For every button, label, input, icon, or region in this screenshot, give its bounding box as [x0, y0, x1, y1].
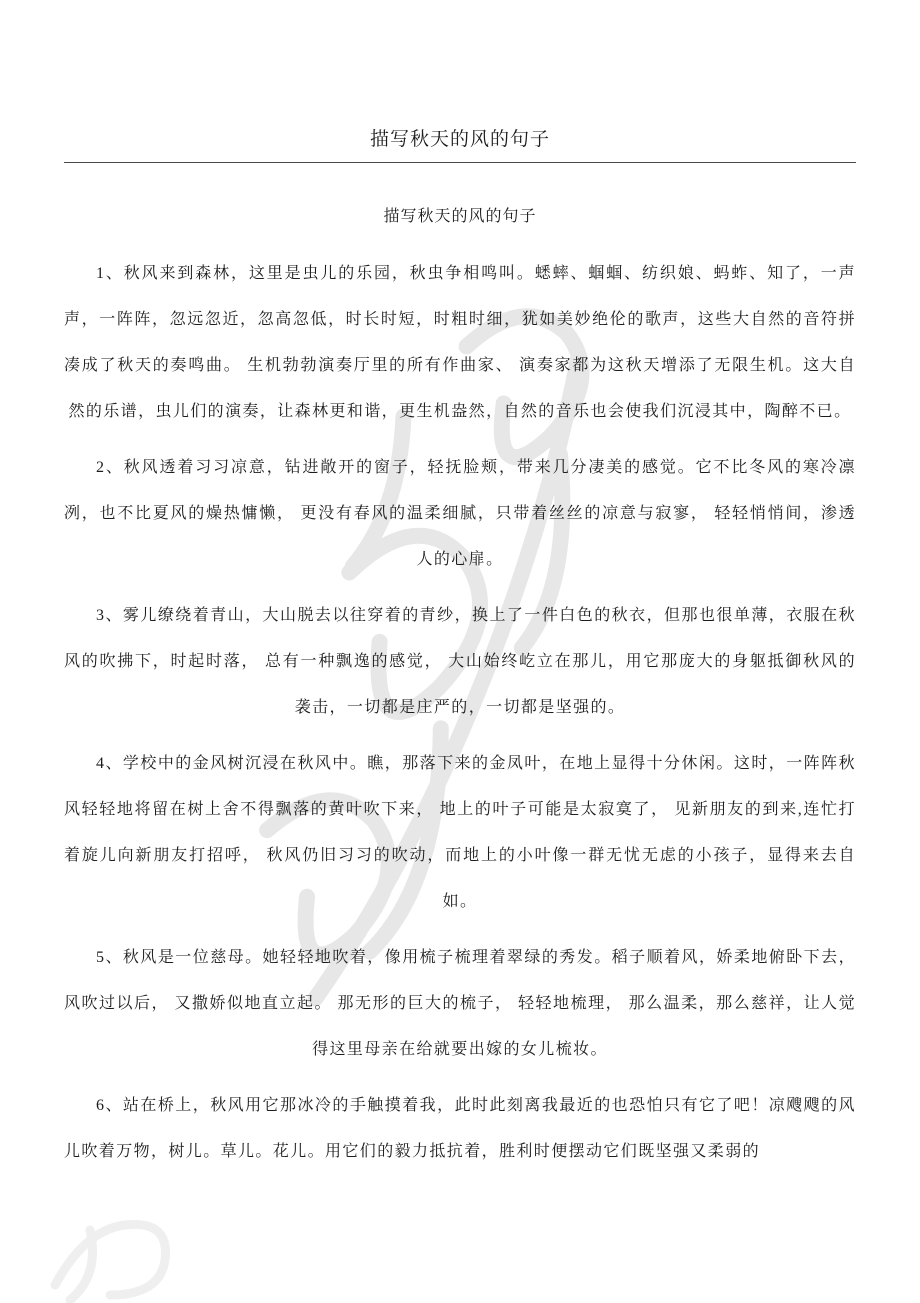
paragraph-3: 3、雾儿缭绕着青山，大山脱去以往穿着的青纱，换上了一件白色的秋衣，但那也很单薄，衣服在秋风的吹拂下，时起时落， 总有一种飘逸的感觉， 大山始终屹立在那儿，用它那庞大的身躯抵御秋风的袭击，一切都是庄严的，一切都是坚强的。	[64, 607, 856, 716]
page-title: 描写秋天的风的句子	[369, 129, 550, 150]
watermark-corner-mark	[30, 1200, 190, 1303]
paragraph-4: 4、学校中的金风树沉浸在秋风中。瞧，那落下来的金凤叶，在地上显得十分休闲。这时，一阵阵秋风轻轻地将留在树上舍不得飘落的黄叶吹下来， 地上的叶子可能是太寂寞了， 见新朋友的到来,连忙打着旋儿向新朋友打招呼， 秋风仍旧习习的吹动，而地上的小叶像一群无忧无虑的小孩子，显得来去自如。	[64, 755, 856, 910]
document-subtitle: 描写秋天的风的句子	[383, 208, 537, 225]
title-divider	[64, 162, 856, 163]
paragraph-5: 5、秋风是一位慈母。她轻轻地吹着，像用梳子梳理着翠绿的秀发。稻子顺着风，娇柔地俯卧下去，风吹过以后， 又撒娇似地直立起。 那无形的巨大的梳子， 轻轻地梳理， 那么温柔，那么慈祥，让人觉得这里母亲在给就要出嫁的女儿梳妆。	[64, 949, 856, 1058]
document-content	[0, 128, 920, 1175]
document-body	[64, 251, 856, 1175]
paragraph-1: 1、秋风来到森林，这里是虫儿的乐园，秋虫争相鸣叫。蟋蟀、蝈蝈、纺织娘、蚂蚱、知了，一声声，一阵阵，忽远忽近，忽高忽低，时长时短，时粗时细，犹如美妙绝伦的歌声，这些大自然的音符拼凑成了秋天的奏鸣曲。 生机勃勃演奏厅里的所有作曲家、 演奏家都为这秋天增添了无限生机。这大自然的乐谱，虫儿们的演奏，让森林更和谐，更生机盎然，自然的音乐也会使我们沉浸其中，陶醉不已。	[64, 265, 856, 420]
paragraph-2: 2、秋风透着习习凉意，钻进敞开的窗子，轻抚脸颊，带来几分凄美的感觉。它不比冬风的寒冷凛冽，也不比夏风的燥热慵懒， 更没有春风的温柔细腻，只带着丝丝的凉意与寂寥， 轻轻悄悄间，渗透人的心扉。	[64, 459, 856, 568]
paragraph-6: 6、站在桥上，秋风用它那冰冷的手触摸着我，此时此刻离我最近的也恐怕只有它了吧！凉飕飕的风儿吹着万物，树儿。草儿。花儿。用它们的毅力抵抗着，胜利时便摆动它们既坚强又柔弱的	[64, 1097, 856, 1160]
